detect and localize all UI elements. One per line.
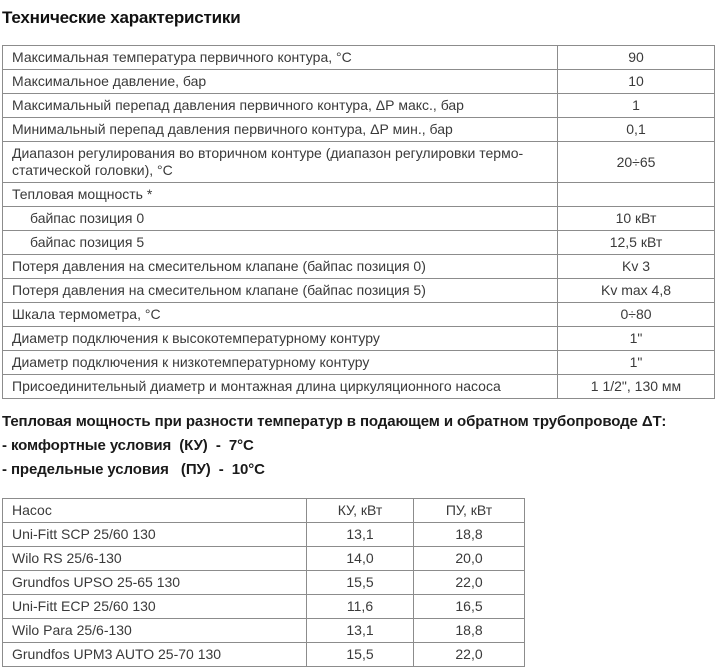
notes-heading: Тепловая мощность при разности температур в подающем и обратном трубопроводе ΔТ:: [2, 413, 667, 430]
spec-row: [3, 118, 715, 142]
spec-label: Максимальная температура первичного контура, °С: [3, 46, 558, 70]
spec-value: Kv 3: [558, 255, 715, 279]
spec-label: Потеря давления на смесительном клапане (байпас позиция 0): [3, 255, 558, 279]
spec-value: 10: [558, 70, 715, 94]
pump-header-row: [3, 499, 525, 523]
pump-name: Grundfos UPM3 AUTO 25-70 130: [3, 643, 307, 667]
ku-value: 15,5: [307, 643, 414, 667]
spec-label: Максимальный перепад давления первичного контура, ΔР макс., бар: [3, 94, 558, 118]
pump-row: [3, 595, 525, 619]
spec-value: 1": [558, 327, 715, 351]
pump-row: [3, 643, 525, 667]
pu-value: 22,0: [414, 571, 525, 595]
spec-value: 1 1/2", 130 мм: [558, 375, 715, 399]
spec-row: [3, 255, 715, 279]
ku-column-header: КУ, кВт: [307, 499, 414, 523]
spec-label: Потеря давления на смесительном клапане (байпас позиция 5): [3, 279, 558, 303]
pump-row: [3, 547, 525, 571]
spec-row: [3, 46, 715, 70]
spec-label: Минимальный перепад давления первичного контура, ΔР мин., бар: [3, 118, 558, 142]
ku-value: 13,1: [307, 619, 414, 643]
spec-label: байпас позиция 5: [3, 231, 558, 255]
pump-name: Wilo RS 25/6-130: [3, 547, 307, 571]
ku-value: 13,1: [307, 523, 414, 547]
spec-label: байпас позиция 0: [3, 207, 558, 231]
ku-value: 14,0: [307, 547, 414, 571]
spec-label: Шкала термометра, °С: [3, 303, 558, 327]
ku-value: 11,6: [307, 595, 414, 619]
spec-label: Диаметр подключения к высокотемпературному контуру: [3, 327, 558, 351]
spec-row: [3, 94, 715, 118]
spec-value: 90: [558, 46, 715, 70]
spec-value: 1: [558, 94, 715, 118]
spec-label: Диапазон регулирования во вторичном контуре (диапазон регулировки термо-статической головки), °С: [3, 142, 558, 183]
spec-label: Присоединительный диаметр и монтажная длина циркуляционного насоса: [3, 375, 558, 399]
spec-row: [3, 327, 715, 351]
spec-value: 12,5 кВт: [558, 231, 715, 255]
spec-label: Диаметр подключения к низкотемпературному контуру: [3, 351, 558, 375]
note-line-limit: - предельные условия (ПУ) - 10°С: [2, 461, 265, 478]
spec-row: [3, 70, 715, 94]
pump-row: [3, 571, 525, 595]
pu-value: 22,0: [414, 643, 525, 667]
spec-value: [558, 183, 715, 207]
pu-column-header: ПУ, кВт: [414, 499, 525, 523]
pump-row: [3, 619, 525, 643]
notes-block: [2, 410, 718, 482]
spec-value: 0,1: [558, 118, 715, 142]
spec-row: [3, 207, 715, 231]
spec-value: 0÷80: [558, 303, 715, 327]
pump-row: [3, 523, 525, 547]
pump-column-header: Насос: [3, 499, 307, 523]
spec-row: [3, 351, 715, 375]
page-title: Технические характеристики: [2, 8, 241, 27]
spec-row: [3, 375, 715, 399]
spec-row: [3, 231, 715, 255]
spec-row: [3, 183, 715, 207]
pump-name: Grundfos UPSO 25-65 130: [3, 571, 307, 595]
spec-value: Kv max 4,8: [558, 279, 715, 303]
pump-name: Uni-Fitt SCP 25/60 130: [3, 523, 307, 547]
pump-table: [2, 498, 525, 667]
spec-label: Максимальное давление, бар: [3, 70, 558, 94]
spec-value: 1": [558, 351, 715, 375]
note-line-comfort: - комфортные условия (КУ) - 7°С: [2, 437, 254, 454]
pu-value: 18,8: [414, 523, 525, 547]
pu-value: 18,8: [414, 619, 525, 643]
ku-value: 15,5: [307, 571, 414, 595]
spec-row: [3, 303, 715, 327]
spec-value: 20÷65: [558, 142, 715, 183]
pump-name: Uni-Fitt ECP 25/60 130: [3, 595, 307, 619]
pu-value: 20,0: [414, 547, 525, 571]
spec-row: [3, 279, 715, 303]
spec-table: [2, 45, 715, 399]
spec-value: 10 кВт: [558, 207, 715, 231]
spec-row: [3, 142, 715, 183]
document-page: [0, 7, 718, 667]
pump-name: Wilo Para 25/6-130: [3, 619, 307, 643]
pu-value: 16,5: [414, 595, 525, 619]
spec-label: Тепловая мощность *: [3, 183, 558, 207]
